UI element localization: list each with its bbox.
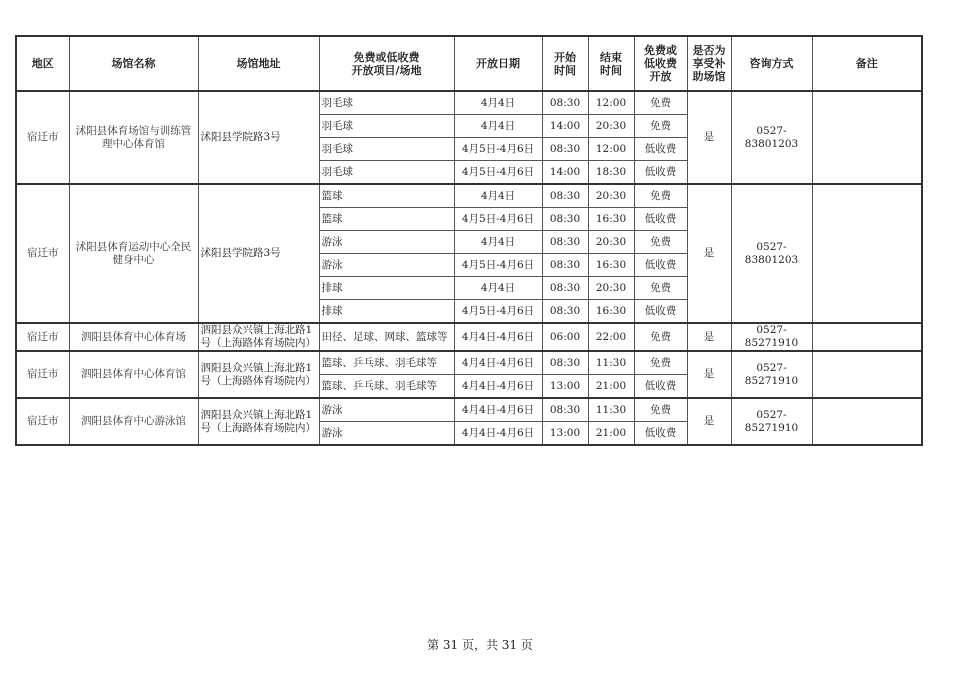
header-subsidy: [687, 36, 731, 91]
cell-date: 4月5日-4月6日: [454, 161, 542, 185]
cell-end: 16:30: [588, 254, 634, 277]
cell-date: 4月4日-4月6日: [454, 375, 542, 399]
cell-fee: 低收费: [634, 254, 687, 277]
header-item-line1: 免费或低收费: [353, 50, 420, 64]
cell-address: 沭阳县学院路3号: [198, 91, 319, 184]
cell-date: 4月5日-4月6日: [454, 138, 542, 161]
cell-contact: 0527-85271910: [731, 398, 812, 445]
cell-end: 16:30: [588, 300, 634, 324]
cell-item: 田径、足球、网球、篮球等: [319, 323, 454, 351]
cell-start: 14:00: [542, 161, 588, 185]
cell-date: 4月4日: [454, 277, 542, 300]
cell-address: 泗阳县众兴镇上海北路1号（上海路体育场院内）: [198, 398, 319, 445]
cell-fee: 低收费: [634, 422, 687, 446]
cell-subsidy: 是: [687, 184, 731, 323]
cell-notes: [812, 91, 922, 184]
cell-end: 11:30: [588, 351, 634, 375]
cell-end: 20:30: [588, 277, 634, 300]
header-subsidy-line2: 享受补: [692, 57, 726, 70]
header-end-line1: 结束: [600, 50, 622, 64]
cell-date: 4月4日: [454, 115, 542, 138]
header-subsidy-line3: 助场馆: [692, 70, 726, 83]
cell-item: 游泳: [319, 422, 454, 446]
venue-table: [15, 35, 923, 446]
cell-item: 篮球: [319, 208, 454, 231]
table-row: [16, 184, 922, 208]
cell-venue-name: 沭阳县体育场馆与训练管理中心体育馆: [69, 91, 198, 184]
header-notes: 备注: [812, 36, 922, 91]
header-venue-name: 场馆名称: [69, 36, 198, 91]
cell-venue-name: 泗阳县体育中心体育场: [69, 323, 198, 351]
cell-start: 08:30: [542, 231, 588, 254]
cell-start: 08:30: [542, 208, 588, 231]
cell-contact: 0527-85271910: [731, 323, 812, 351]
table-row: [16, 91, 922, 115]
cell-region: 宿迁市: [16, 351, 69, 398]
cell-end: 16:30: [588, 208, 634, 231]
cell-end: 20:30: [588, 115, 634, 138]
cell-end: 20:30: [588, 184, 634, 208]
header-row: [16, 36, 922, 91]
cell-notes: [812, 184, 922, 323]
cell-fee: 低收费: [634, 375, 687, 399]
cell-date: 4月5日-4月6日: [454, 254, 542, 277]
cell-end: 12:00: [588, 91, 634, 115]
cell-notes: [812, 323, 922, 351]
cell-subsidy: 是: [687, 323, 731, 351]
cell-date: 4月4日: [454, 184, 542, 208]
cell-fee: 免费: [634, 398, 687, 422]
cell-start: 06:00: [542, 323, 588, 351]
cell-subsidy: 是: [687, 91, 731, 184]
cell-fee: 低收费: [634, 161, 687, 185]
cell-start: 08:30: [542, 254, 588, 277]
cell-fee: 低收费: [634, 208, 687, 231]
cell-subsidy: 是: [687, 351, 731, 398]
header-date: 开放日期: [454, 36, 542, 91]
cell-fee: 免费: [634, 277, 687, 300]
cell-fee: 免费: [634, 184, 687, 208]
cell-address: 沭阳县学院路3号: [198, 184, 319, 323]
cell-item: 篮球、乒乓球、羽毛球等: [319, 351, 454, 375]
cell-start: 08:30: [542, 398, 588, 422]
cell-item: 游泳: [319, 398, 454, 422]
cell-notes: [812, 351, 922, 398]
cell-date: 4月5日-4月6日: [454, 300, 542, 324]
header-region: 地区: [16, 36, 69, 91]
cell-venue-name: 沭阳县体育运动中心全民健身中心: [69, 184, 198, 323]
cell-date: 4月4日: [454, 231, 542, 254]
cell-fee: 免费: [634, 351, 687, 375]
cell-item: 篮球: [319, 184, 454, 208]
cell-item: 游泳: [319, 231, 454, 254]
table-row: [16, 398, 922, 422]
cell-region: 宿迁市: [16, 323, 69, 351]
cell-fee: 免费: [634, 323, 687, 351]
cell-contact: 0527-85271910: [731, 351, 812, 398]
cell-item: 篮球、乒乓球、羽毛球等: [319, 375, 454, 399]
cell-date: 4月4日-4月6日: [454, 323, 542, 351]
cell-start: 13:00: [542, 422, 588, 446]
cell-fee: 低收费: [634, 138, 687, 161]
cell-item: 羽毛球: [319, 161, 454, 185]
cell-end: 21:00: [588, 375, 634, 399]
cell-date: 4月4日-4月6日: [454, 351, 542, 375]
cell-item: 羽毛球: [319, 115, 454, 138]
cell-item: 排球: [319, 300, 454, 324]
header-fee-line1: 免费或: [644, 44, 677, 57]
cell-end: 20:30: [588, 231, 634, 254]
header-start: [542, 36, 588, 91]
cell-address: 泗阳县众兴镇上海北路1号（上海路体育场院内）: [198, 351, 319, 398]
cell-start: 08:30: [542, 351, 588, 375]
cell-venue-name: 泗阳县体育中心体育馆: [69, 351, 198, 398]
cell-start: 08:30: [542, 138, 588, 161]
cell-contact: 0527-83801203: [731, 91, 812, 184]
cell-contact: 0527-83801203: [731, 184, 812, 323]
cell-date: 4月4日-4月6日: [454, 422, 542, 446]
cell-end: 21:00: [588, 422, 634, 446]
header-fee: [634, 36, 687, 91]
cell-notes: [812, 398, 922, 445]
cell-start: 13:00: [542, 375, 588, 399]
cell-end: 22:00: [588, 323, 634, 351]
cell-date: 4月5日-4月6日: [454, 208, 542, 231]
cell-end: 12:00: [588, 138, 634, 161]
cell-region: 宿迁市: [16, 91, 69, 184]
header-end: [588, 36, 634, 91]
page-number: 第 31 页，共 31 页: [427, 638, 533, 652]
cell-start: 14:00: [542, 115, 588, 138]
cell-venue-name: 泗阳县体育中心游泳馆: [69, 398, 198, 445]
header-start-line2: 时间: [554, 63, 576, 77]
header-fee-line2: 低收费: [644, 57, 677, 70]
table-body: [16, 91, 922, 445]
header-contact: 咨询方式: [731, 36, 812, 91]
header-end-line2: 时间: [600, 63, 622, 77]
cell-region: 宿迁市: [16, 398, 69, 445]
header-item-line2: 开放项目/场地: [351, 63, 422, 77]
cell-item: 羽毛球: [319, 138, 454, 161]
header-start-line1: 开始: [554, 50, 576, 64]
header-subsidy-line1: 是否为: [692, 44, 726, 57]
cell-fee: 低收费: [634, 300, 687, 324]
header-fee-line3: 开放: [649, 70, 672, 83]
cell-fee: 免费: [634, 231, 687, 254]
cell-start: 08:30: [542, 91, 588, 115]
cell-start: 08:30: [542, 300, 588, 324]
cell-end: 11:30: [588, 398, 634, 422]
cell-fee: 免费: [634, 91, 687, 115]
cell-start: 08:30: [542, 277, 588, 300]
cell-item: 排球: [319, 277, 454, 300]
header-item: [319, 36, 454, 91]
cell-item: 羽毛球: [319, 91, 454, 115]
cell-fee: 免费: [634, 115, 687, 138]
cell-end: 18:30: [588, 161, 634, 185]
cell-start: 08:30: [542, 184, 588, 208]
cell-date: 4月4日: [454, 91, 542, 115]
table-row: [16, 351, 922, 375]
cell-item: 游泳: [319, 254, 454, 277]
cell-date: 4月4日-4月6日: [454, 398, 542, 422]
cell-address: 泗阳县众兴镇上海北路1号（上海路体育场院内）: [198, 323, 319, 351]
cell-subsidy: 是: [687, 398, 731, 445]
table-row: [16, 323, 922, 351]
cell-region: 宿迁市: [16, 184, 69, 323]
header-address: 场馆地址: [198, 36, 319, 91]
